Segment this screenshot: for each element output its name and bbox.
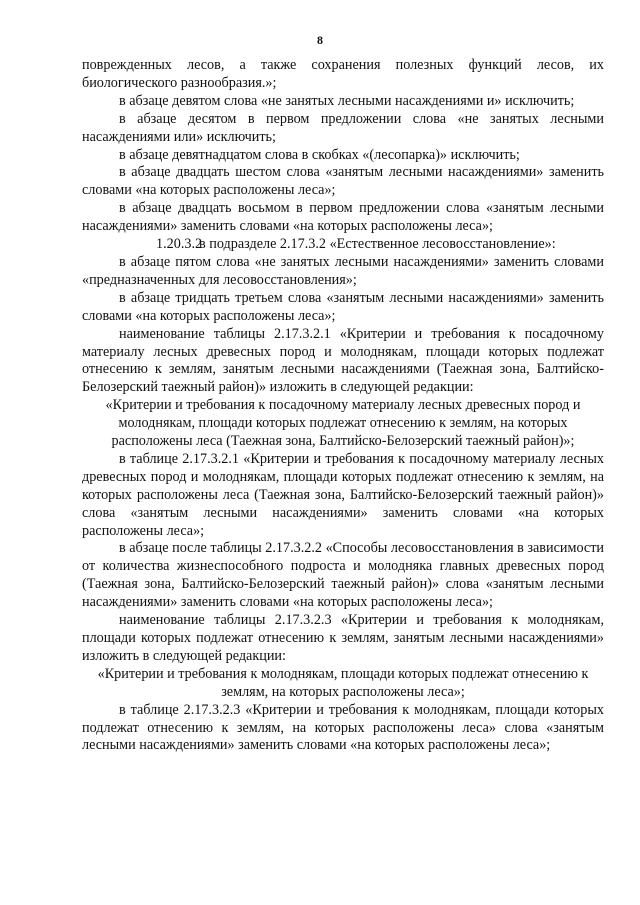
paragraph: в абзаце девятнадцатом слова в скобках «(лесопарка)» исключить;	[119, 146, 520, 163]
paragraph: в абзаце десятом в первом предложении слова «не занятых лесными насаждениями или» исключить;	[82, 110, 604, 145]
paragraph: поврежденных лесов, а также сохранения полезных функций лесов, их биологического разнообразия.»;	[82, 57, 604, 91]
quoted-table-title: «Критерии и требования к посадочному материалу лесных древесных пород и молоднякам, площади которых подлежат отнесению к землям, на которых расположены леса (Таежная зона, Балтийско-Белозерский таежный район)»;	[105, 397, 581, 450]
page-number: 8	[317, 33, 323, 47]
paragraph: в таблице 2.17.3.2.3 «Критерии и требования к молоднякам, площади которых подлежат отнесению к землям, на которых расположены леса» слова «занятым лесными насаждениями» заменить словами «на которых расположены леса»;	[82, 701, 604, 754]
paragraph: наименование таблицы 2.17.3.2.3 «Критерии и требования к молоднякам, площади которых подлежат отнесению к землям, занятым лесными насаждениями» изложить в следующей редакции:	[82, 612, 604, 664]
clause-number: 1.20.3.2	[156, 236, 203, 253]
paragraph: в абзаце после таблицы 2.17.3.2.2 «Способы лесовосстановления в зависимости от количества жизнеспособного подроста и молодняка главных древесных пород (Таежная зона, Балтийско-Белозерский таежный район)» слова «занятым лесными насаждениями» заменить словами «на которых расположены леса»;	[82, 540, 604, 611]
paragraph: в абзаце двадцать восьмом в первом предложении слова «занятым лесными насаждениями» заменить словами «на которых расположены леса»;	[82, 200, 604, 235]
paragraph: в абзаце девятом слова «не занятых лесными насаждениями и» исключить;	[119, 92, 575, 109]
paragraph: в таблице 2.17.3.2.1 «Критерии и требования к посадочному материалу лесных древесных пород и молоднякам, площади которых подлежат отнесению к землям, на которых расположены леса (Таежная зона, Балтийско-Белозерский таежный район)» слова «занятым лесными насаждениями» заменить словами «на которых расположены леса»;	[82, 450, 604, 539]
clause-text: в подразделе 2.17.3.2 «Естественное лесовосстановление»:	[199, 236, 556, 253]
paragraph: в абзаце двадцать шестом слова «занятым лесными насаждениями» заменить словами «на которых расположены леса»;	[82, 164, 604, 199]
paragraph: в абзаце тридцать третьем слова «занятым лесными насаждениями» заменить словами «на которых расположены леса»;	[82, 289, 604, 324]
paragraph: наименование таблицы 2.17.3.2.1 «Критерии и требования к посадочному материалу лесных древесных пород и молоднякам, площади которых подлежат отнесению к землям, занятым лесными насаждениями (Таежная зона, Балтийско-Белозерский таежный район)» изложить в следующей редакции:	[82, 325, 604, 396]
quoted-table-title: «Критерии и требования к молоднякам, площади которых подлежат отнесению к землям, на которых расположены леса»;	[97, 665, 589, 700]
paragraph: в абзаце пятом слова «не занятых лесными насаждениями» заменить словами «предназначенных для лесовосстановления»;	[82, 253, 604, 288]
clause-paragraph	[82, 236, 604, 254]
document-body	[82, 57, 604, 755]
